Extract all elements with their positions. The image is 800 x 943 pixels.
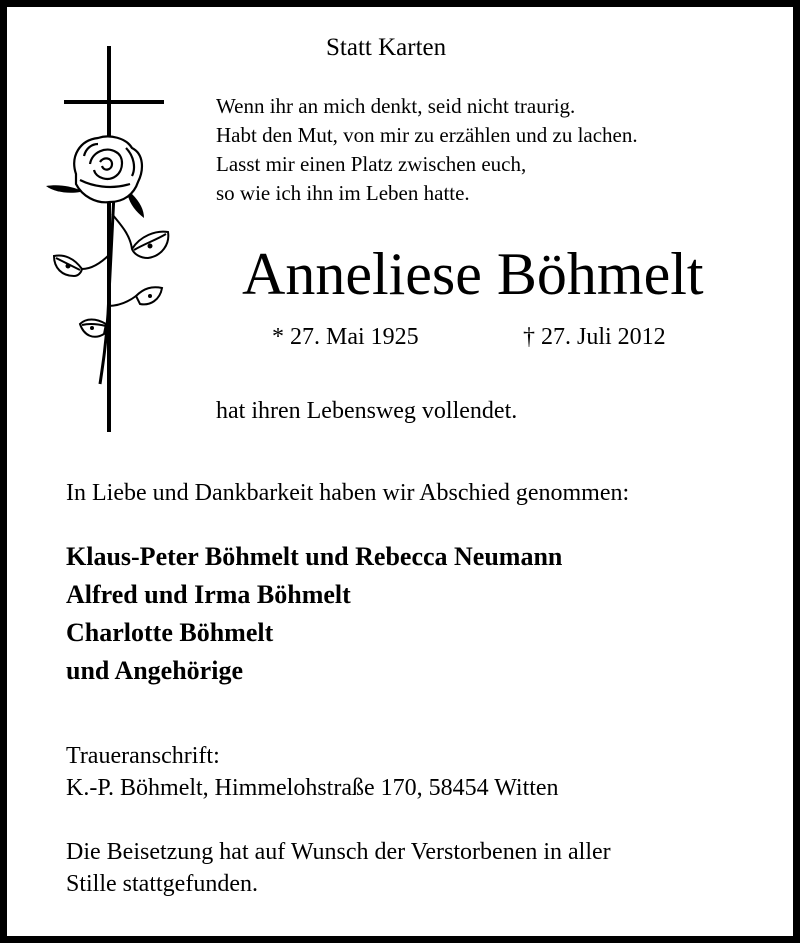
cross-with-rose-icon (40, 44, 180, 436)
mourner-line: Klaus-Peter Böhmelt und Rebecca Neumann (66, 542, 563, 571)
intro-text: In Liebe und Dankbarkeit haben wir Abschied genommen: (66, 480, 630, 506)
burial-notice (66, 836, 611, 900)
mourners-list (66, 538, 562, 690)
burial-line: Stille stattgefunden. (66, 871, 258, 897)
birth-date: * 27. Mai 1925 (272, 324, 419, 350)
header-statt-karten: Statt Karten (326, 34, 447, 61)
poem-line: so wie ich ihn im Leben hatte. (216, 181, 470, 205)
mourner-line: und Angehörige (66, 656, 243, 685)
poem-line: Wenn ihr an mich denkt, seid nicht traurig. (216, 94, 576, 118)
address-value: K.-P. Böhmelt, Himmelohstraße 170, 58454 Witten (66, 775, 559, 801)
completed-text: hat ihren Lebensweg vollendet. (216, 398, 518, 424)
poem-line: Lasst mir einen Platz zwischen euch, (216, 152, 527, 176)
address-label: Traueranschrift: (66, 743, 220, 769)
death-date: † 27. Juli 2012 (523, 324, 666, 350)
mourner-line: Alfred und Irma Böhmelt (66, 580, 351, 609)
poem-line: Habt den Mut, von mir zu erzählen und zu lachen. (216, 123, 638, 147)
poem (216, 92, 638, 208)
deceased-name: Anneliese Böhmelt (242, 241, 704, 307)
burial-line: Die Beisetzung hat auf Wunsch der Verstorbenen in aller (66, 839, 611, 865)
mourner-line: Charlotte Böhmelt (66, 618, 274, 647)
mourning-address (66, 740, 559, 804)
